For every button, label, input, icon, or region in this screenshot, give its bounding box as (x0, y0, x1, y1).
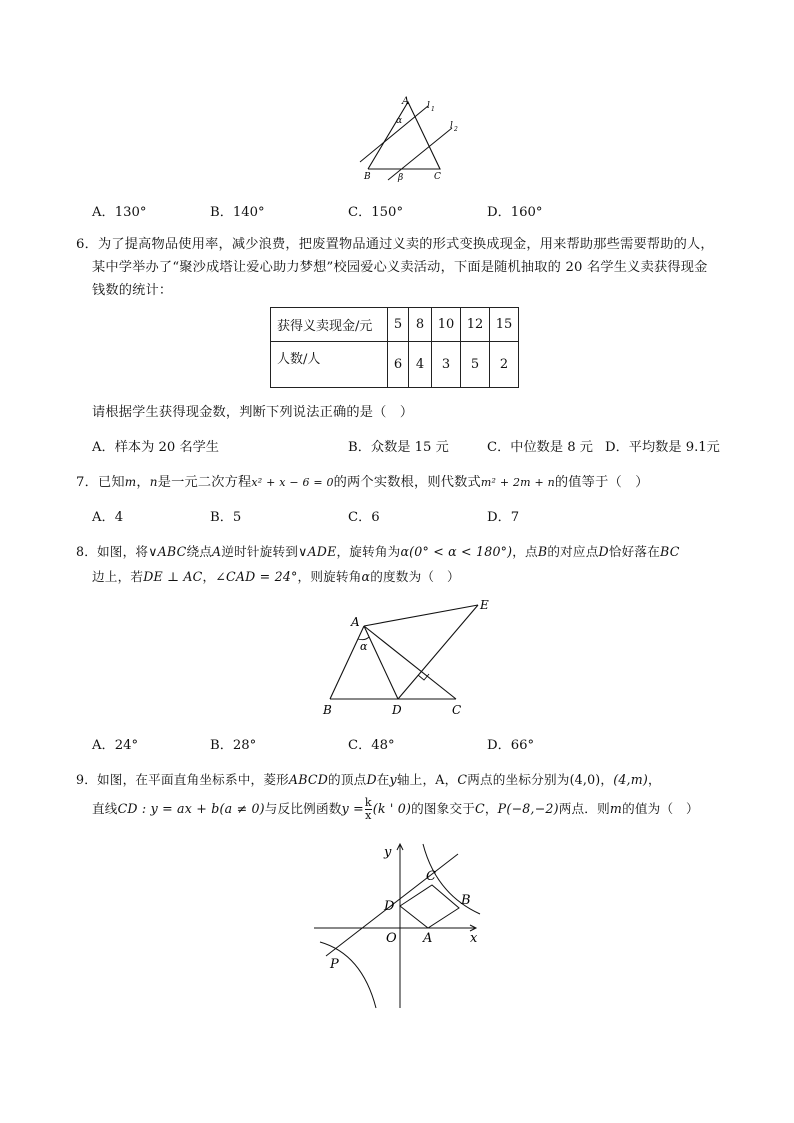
q8-point-d: D (598, 544, 609, 559)
q9-axis-y: y (389, 772, 397, 787)
q5-option-b[interactable]: B．140° (210, 205, 265, 220)
label-alpha: α (396, 116, 403, 126)
q7-option-d[interactable]: D．7 (487, 510, 520, 525)
q6-stats-table (270, 307, 519, 388)
q7-text: 的两个实数根，则代数式 (333, 475, 481, 490)
q8-text: ，则旋转角 (297, 569, 362, 584)
q5-option-a[interactable]: A．130° (92, 205, 147, 220)
label-E: E (480, 598, 489, 612)
label-C: C (452, 703, 462, 717)
label-A: A (351, 615, 360, 629)
table-cell: 10 (432, 308, 461, 342)
q9-frac-num: k (364, 796, 372, 809)
q9-func-lhs: y = (341, 801, 364, 816)
q9-line-cd: CD : y = ax + b(a ≠ 0) (117, 801, 265, 816)
q9-text: 直线 (92, 801, 118, 816)
q7-var-m: m (124, 475, 137, 489)
q9-text: 的值为（ ） (622, 801, 699, 816)
q9-text: 两点的坐标分别为 (467, 772, 570, 787)
label-A: A (423, 931, 433, 946)
q9-point-p: P(−8,−2) (497, 801, 559, 816)
figure-q9-coordinate (310, 838, 490, 1013)
table-header-cash: 获得义卖现金/元 (271, 308, 388, 342)
table-header-people: 人数/人 (271, 342, 388, 388)
table-cell: 4 (409, 342, 432, 388)
label-B: B (364, 172, 371, 182)
table-cell: 12 (461, 308, 490, 342)
q9-text: 轴上， (396, 772, 436, 787)
q8-option-a[interactable]: A．24° (92, 738, 139, 753)
q8-option-c[interactable]: C．48° (348, 738, 395, 753)
q8-text: 的度数为（ ） (370, 569, 460, 584)
q8-condition-perp: DE ⊥ AC (143, 569, 203, 584)
q8-text: ， (202, 569, 216, 584)
label-l2-sub: 2 (454, 126, 458, 133)
q8-text: 8．如图，将 (76, 544, 149, 559)
q9-fraction (365, 797, 372, 822)
label-l2: l (450, 121, 453, 131)
q8-text: 逆时针旋转到 (221, 544, 299, 559)
q8-segment-bc: BC (660, 544, 680, 559)
q9-text: 在 (376, 772, 390, 787)
q6-stem-line1: 6．为了提高物品使用率，减少浪费，把废置物品通过义卖的形式变换成现金，用来帮助那些需要帮助的人， (76, 237, 714, 252)
table-cell: 15 (490, 308, 519, 342)
table-cell: 2 (490, 342, 519, 388)
label-A: A (402, 96, 410, 107)
q8-text: ，旋转角为 (336, 544, 401, 559)
label-B: B (323, 703, 332, 717)
q9-var-m: m (609, 801, 623, 816)
table-cell: 5 (388, 308, 409, 342)
label-D: D (384, 899, 395, 914)
table-cell: 6 (388, 342, 409, 388)
q8-point-a: A (212, 544, 222, 559)
q8-text: ，点 (512, 544, 538, 559)
q6-option-c[interactable]: C．中位数是 8 元 (487, 440, 593, 455)
q9-stem-line2 (92, 797, 699, 822)
q8-triangle-abc: ∨ABC (148, 544, 187, 559)
q9-frac-den: x (365, 809, 372, 822)
q6-stem-line2: 某中学举办了“聚沙成塔让爱心助力梦想”校园爱心义卖活动，下面是随机抽取的 20 名学生义卖获得现金 (92, 260, 708, 275)
q8-text: 恰好落在 (608, 544, 661, 559)
q7-var-n: n (149, 475, 158, 489)
q9-func-cond: (k ' 0) (372, 801, 412, 816)
q6-option-a[interactable]: A．样本为 20 名学生 (92, 440, 219, 455)
label-beta: β (398, 173, 404, 183)
q7-text: ， (136, 475, 150, 490)
label-O: O (386, 931, 397, 946)
q9-text: ， (444, 772, 458, 787)
q6-option-d[interactable]: D．平均数是 9.1元 (605, 440, 720, 455)
q9-text: 的图象交于 (411, 801, 476, 816)
q7-stem (76, 471, 649, 490)
q7-text: 的值等于（ ） (554, 475, 649, 490)
q8-text: 边上，若 (92, 569, 144, 584)
q7-equation: x² + x − 6 = 0 (251, 476, 334, 489)
q7-option-a[interactable]: A．4 (92, 510, 124, 525)
q6-question: 请根据学生获得现金数，判断下列说法正确的是（ ） (92, 405, 414, 420)
q9-text: 的顶点 (328, 772, 367, 787)
q8-condition-angle: ∠CAD = 24° (215, 569, 298, 584)
q9-coord-c: (4,m) (613, 772, 649, 787)
table-cell: 3 (432, 342, 461, 388)
label-P: P (330, 957, 339, 972)
label-B: B (461, 893, 471, 908)
q9-rhombus: ABCD (288, 772, 329, 787)
table-cell: 8 (409, 308, 432, 342)
q6-option-b[interactable]: B．众数是 15 元 (348, 440, 449, 455)
label-C: C (426, 869, 436, 884)
q9-text: ， (484, 801, 498, 816)
q5-option-c[interactable]: C．150° (348, 205, 404, 220)
q9-text: ， (600, 772, 614, 787)
q9-text: 9．如图，在平面直角坐标系中，菱形 (76, 772, 289, 787)
q8-text: 的对应点 (547, 544, 599, 559)
q8-angle-range: α(0° < α < 180°) (400, 544, 513, 559)
label-alpha: α (360, 640, 368, 653)
q7-option-c[interactable]: C．6 (348, 510, 380, 525)
q9-point-c: C (457, 772, 468, 787)
q6-stem-line3: 钱数的统计： (92, 283, 173, 298)
q8-option-d[interactable]: D．66° (487, 738, 535, 753)
q8-text: 绕点 (186, 544, 213, 559)
q8-triangle-ade: ∨ADE (298, 544, 337, 559)
label-D: D (392, 703, 402, 717)
q8-stem-line1 (76, 541, 680, 560)
q7-text: 7．已知 (76, 475, 125, 490)
q8-point-b: B (537, 544, 548, 559)
q7-option-b[interactable]: B．5 (210, 510, 242, 525)
q9-coord-a: (4,0) (569, 772, 601, 787)
label-x: x (470, 931, 478, 946)
q9-point-a: A (435, 772, 445, 787)
q9-point-d: D (366, 772, 377, 787)
label-y: y (384, 845, 392, 860)
label-l1-sub: 1 (431, 106, 435, 113)
q8-alpha: α (361, 569, 371, 584)
q9-text: 与反比例函数 (264, 801, 342, 816)
q8-stem-line2 (92, 566, 460, 585)
q7-expression: m² + 2m + n (480, 476, 555, 489)
q8-option-b[interactable]: B．28° (210, 738, 257, 753)
q9-text: 两点．则 (558, 801, 610, 816)
figure-q8-rotation (318, 595, 508, 720)
q9-text: ， (648, 772, 661, 787)
figure-q5-triangle (340, 92, 470, 184)
label-l1: l (427, 101, 430, 111)
table-cell: 5 (461, 342, 490, 388)
q9-stem-line1 (76, 769, 661, 788)
q9-point-c: C (475, 801, 485, 816)
label-C: C (434, 172, 441, 182)
q7-text: 是一元二次方程 (157, 475, 252, 490)
q5-option-d[interactable]: D．160° (487, 205, 543, 220)
